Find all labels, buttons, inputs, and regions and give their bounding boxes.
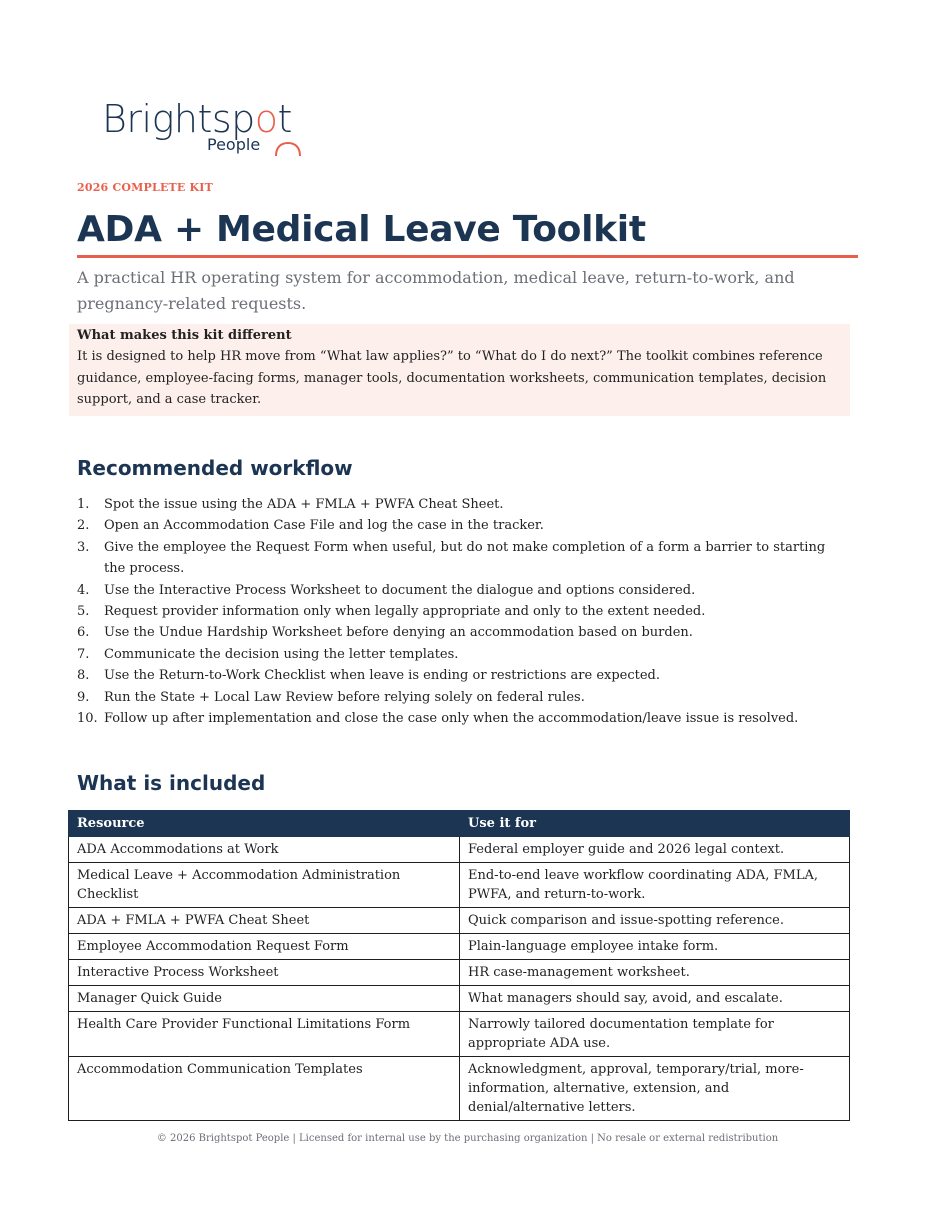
step-text: Communicate the decision using the letter templates.	[104, 646, 459, 662]
step-number: 7.	[77, 646, 90, 662]
list-item	[77, 687, 847, 708]
use-cell: Plain-language employee intake form.	[460, 934, 850, 960]
list-item	[77, 665, 847, 686]
use-cell: Quick comparison and issue-spotting reference.	[460, 908, 850, 934]
resource-cell: ADA Accommodations at Work	[69, 837, 460, 863]
table-row	[69, 1012, 850, 1057]
table-row	[69, 908, 850, 934]
table-row	[69, 837, 850, 863]
list-item	[77, 580, 847, 601]
step-number: 6.	[77, 625, 90, 641]
step-number: 8.	[77, 668, 90, 684]
logo-subtitle: People	[207, 135, 261, 154]
step-number: 5.	[77, 604, 90, 620]
workflow-heading: Recommended workflow	[77, 456, 353, 480]
callout-box	[69, 324, 850, 416]
callout-body: It is designed to help HR move from “What law applies?” to “What do I do next?” The toolkit combines reference guidance, employee-facing forms, manager tools, documentation worksheets, communication templates, decision support, and a case tracker.	[77, 349, 827, 407]
resource-cell: Medical Leave + Accommodation Administration Checklist	[69, 863, 460, 908]
title-divider	[77, 255, 858, 258]
resource-cell: Manager Quick Guide	[69, 986, 460, 1012]
step-number: 2.	[77, 518, 90, 534]
resource-cell: Interactive Process Worksheet	[69, 960, 460, 986]
logo-word-accent: o	[254, 97, 278, 141]
brand-logo	[102, 97, 332, 161]
page-footer: © 2026 Brightspot People | Licensed for internal use by the purchasing organization | No resale or external redistribution	[156, 1133, 779, 1144]
step-text: Use the Interactive Process Worksheet to document the dialogue and options considered.	[104, 582, 696, 598]
resource-cell: Employee Accommodation Request Form	[69, 934, 460, 960]
step-text: Request provider information only when legally appropriate and only to the extent needed.	[104, 604, 706, 620]
logo-word-end: t	[277, 97, 292, 141]
workflow-list	[77, 494, 847, 729]
step-text: Use the Undue Hardship Worksheet before denying an accommodation based on burden.	[104, 625, 693, 641]
step-text: Follow up after implementation and close the case only when the accommodation/leave issue is resolved.	[104, 711, 799, 727]
page-subtitle: A practical HR operating system for accommodation, medical leave, return-to-work, and pregnancy-related requests.	[77, 268, 795, 313]
step-text: Use the Return-to-Work Checklist when leave is ending or restrictions are expected.	[104, 668, 661, 684]
list-item	[77, 515, 847, 536]
page-title: ADA + Medical Leave Toolkit	[77, 209, 646, 250]
table-header-row	[69, 811, 850, 837]
column-header-resource: Resource	[69, 811, 460, 837]
kit-kicker: 2026 COMPLETE KIT	[77, 181, 214, 194]
step-number: 4.	[77, 582, 90, 598]
step-number: 3.	[77, 539, 90, 555]
resource-cell: Health Care Provider Functional Limitations Form	[69, 1012, 460, 1057]
use-cell: Narrowly tailored documentation template for appropriate ADA use.	[460, 1012, 850, 1057]
table-row	[69, 1057, 850, 1121]
step-text: Open an Accommodation Case File and log the case in the tracker.	[104, 518, 544, 534]
table-row	[69, 986, 850, 1012]
resource-cell: ADA + FMLA + PWFA Cheat Sheet	[69, 908, 460, 934]
step-number: 1.	[77, 497, 90, 512]
included-heading: What is included	[77, 771, 266, 795]
callout-heading: What makes this kit different	[77, 328, 292, 343]
table-row	[69, 934, 850, 960]
table-row	[69, 863, 850, 908]
logo-wordmark	[102, 97, 292, 141]
use-cell: End-to-end leave workflow coordinating ADA, FMLA, PWFA, and return-to-work.	[460, 863, 850, 908]
list-item	[77, 622, 847, 643]
person-icon	[270, 133, 306, 157]
list-item	[77, 494, 847, 515]
table-row	[69, 960, 850, 986]
step-text: Give the employee the Request Form when useful, but do not make completion of a form a barrier to starting the process.	[104, 539, 826, 577]
logo-word-part: Brightsp	[102, 97, 255, 141]
use-cell: HR case-management worksheet.	[460, 960, 850, 986]
step-number: 9.	[77, 689, 90, 705]
use-cell: What managers should say, avoid, and escalate.	[460, 986, 850, 1012]
step-number: 10.	[77, 711, 98, 727]
list-item	[77, 537, 847, 580]
resource-cell: Accommodation Communication Templates	[69, 1057, 460, 1121]
list-item	[77, 644, 847, 665]
step-text: Spot the issue using the ADA + FMLA + PWFA Cheat Sheet.	[104, 497, 504, 512]
resources-table	[68, 810, 850, 1121]
list-item	[77, 601, 847, 622]
step-text: Run the State + Local Law Review before relying solely on federal rules.	[104, 689, 585, 705]
use-cell: Acknowledgment, approval, temporary/trial, more-information, alternative, extension, and denial/alternative letters.	[460, 1057, 850, 1121]
list-item	[77, 708, 847, 729]
column-header-use: Use it for	[460, 811, 850, 837]
use-cell: Federal employer guide and 2026 legal context.	[460, 837, 850, 863]
